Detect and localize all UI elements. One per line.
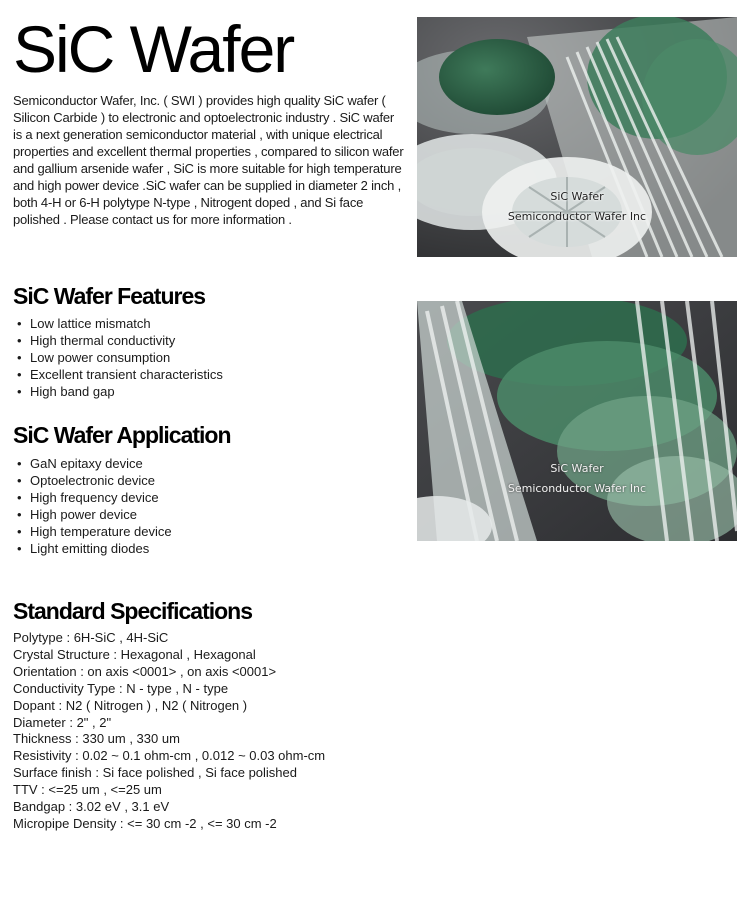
list-item: • Low lattice mismatch bbox=[13, 315, 223, 332]
photo-caption-line2: Semiconductor Wafer Inc bbox=[507, 210, 647, 223]
photo-caption-line1: SiC Wafer bbox=[550, 462, 604, 475]
spec-item: Polytype : 6H-SiC , 4H-SiC bbox=[13, 630, 169, 645]
list-item: • High band gap bbox=[13, 383, 223, 400]
spec-item: Resistivity : 0.02 ~ 0.1 ohm-cm , 0.012 ~ 0.03 ohm-cm bbox=[13, 748, 326, 764]
intro-paragraph: Semiconductor Wafer, Inc. ( SWI ) provides high quality SiC wafer ( Silicon Carbide ) to electronic and optoelectronic industry . SiC wafer is a next generation semiconductor material , with unique electrical properties and excellent thermal properties , compared to silicon wafer and gallium arsenide wafer , SiC is more suitable for high temperature and high power device .SiC wafer can be supplied in diameter 2 inch , both 4-H or 6-H polytype N-type , Nitrogent doped , and Si face polished . Please contact us for more information . bbox=[13, 93, 404, 227]
features-list bbox=[13, 315, 223, 400]
list-item: • GaN epitaxy device bbox=[13, 455, 172, 472]
spec-item: Conductivity Type : N - type , N - type bbox=[13, 680, 229, 696]
spec-item: Crystal Structure : Hexagonal , Hexagonal bbox=[13, 646, 256, 662]
spec-item: Dopant : N2 ( Nitrogen ) , N2 ( Nitrogen ) bbox=[13, 697, 248, 713]
spec-item: Thickness : 330 um , 330 um bbox=[13, 731, 180, 747]
wafer-photo-2 bbox=[417, 301, 737, 541]
specs-heading: Standard Specifications bbox=[13, 598, 253, 624]
specs-list bbox=[13, 630, 325, 833]
wafer-photo-1 bbox=[417, 17, 737, 257]
spec-item: Diameter : 2" , 2" bbox=[13, 714, 112, 730]
list-item: • Excellent transient characteristics bbox=[13, 366, 223, 383]
spec-item: TTV : <=25 um , <=25 um bbox=[13, 782, 162, 798]
photo-caption-line2: Semiconductor Wafer Inc bbox=[507, 482, 647, 495]
features-heading: SiC Wafer Features bbox=[13, 283, 206, 309]
application-list bbox=[13, 455, 172, 557]
spec-item: Orientation : on axis <0001> , on axis <0001> bbox=[13, 663, 277, 679]
photo-caption-line1: SiC Wafer bbox=[550, 190, 604, 203]
page-title: SiC Wafer bbox=[13, 12, 294, 86]
list-item: • Light emitting diodes bbox=[13, 540, 172, 557]
list-item: • High frequency device bbox=[13, 489, 172, 506]
list-item: • High temperature device bbox=[13, 523, 172, 540]
list-item: • Optoelectronic device bbox=[13, 472, 172, 489]
list-item: • High thermal conductivity bbox=[13, 332, 223, 349]
list-item: • Low power consumption bbox=[13, 349, 223, 366]
application-heading: SiC Wafer Application bbox=[13, 422, 231, 448]
spec-item: Surface finish : Si face polished , Si face polished bbox=[13, 765, 297, 781]
wafer-cassette-illustration bbox=[417, 301, 737, 541]
spec-item: Bandgap : 3.02 eV , 3.1 eV bbox=[13, 799, 170, 815]
list-item: • High power device bbox=[13, 506, 172, 523]
spec-item: Micropipe Density : <= 30 cm -2 , <= 30 cm -2 bbox=[13, 815, 277, 831]
